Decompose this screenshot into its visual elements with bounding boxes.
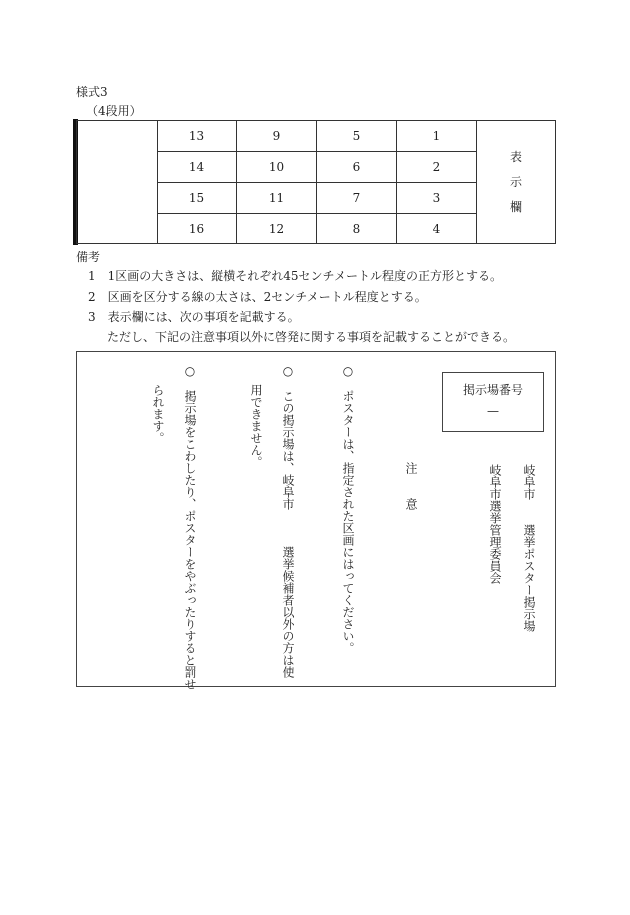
caution-heading: 注 意 bbox=[404, 462, 418, 510]
display-label-char: 欄 bbox=[509, 199, 522, 214]
note-item: 3 表示欄には、次の事項を記載する。 bbox=[88, 310, 300, 324]
notes-heading: 備考 bbox=[76, 250, 101, 264]
grid-cell: 12 bbox=[237, 214, 317, 243]
grid-cell: 15 bbox=[157, 183, 237, 214]
caution-item-3-cont: られます。 bbox=[151, 384, 165, 444]
grid-cell: 1 bbox=[397, 121, 477, 152]
grid-cell: 5 bbox=[317, 121, 397, 152]
poster-grid-table bbox=[76, 120, 556, 244]
note-item: 2 区画を区分する線の太さは、2センチメートル程度とする。 bbox=[88, 290, 427, 304]
display-label-char: 示 bbox=[509, 174, 522, 189]
note-item: ただし、下記の注意事項以外に啓発に関する事項を記載することができる。 bbox=[107, 330, 516, 344]
grid-cell: 11 bbox=[237, 183, 317, 214]
caution-item-3: ○ 掲示場をこわしたり、ポスターをやぶったりすると罰せ bbox=[183, 364, 197, 690]
grid-cell: 6 bbox=[317, 152, 397, 183]
note-item: 1 1区画の大きさは、縦横それぞれ45センチメートル程度の正方形とする。 bbox=[88, 269, 503, 283]
grid-cell: 2 bbox=[397, 152, 477, 183]
grid-cell: 16 bbox=[157, 214, 237, 243]
grid-cell: 8 bbox=[317, 214, 397, 243]
grid-cell: 7 bbox=[317, 183, 397, 214]
grid-cell: 4 bbox=[397, 214, 477, 243]
grid-cell: 9 bbox=[237, 121, 317, 152]
grid-cell: 13 bbox=[157, 121, 237, 152]
form-sub-label: （4段用） bbox=[86, 104, 142, 118]
caution-item-2: ○ この掲示場は、岐阜市 選挙候補者以外の方は使 bbox=[281, 364, 295, 678]
notice-board-sample bbox=[76, 351, 556, 690]
board-number-value: — bbox=[487, 404, 499, 418]
board-title: 岐阜市 選挙ポスター掲示場 bbox=[522, 464, 536, 632]
caution-item-1: ○ ポスターは、指定された区画にはってください。 bbox=[341, 364, 355, 654]
display-label-char: 表 bbox=[509, 149, 522, 164]
grid-cell: 3 bbox=[397, 183, 477, 214]
board-number-label: 掲示場番号 bbox=[462, 383, 523, 397]
display-column bbox=[477, 121, 555, 243]
caution-item-2-cont: 用できません。 bbox=[249, 384, 263, 468]
board-number-box bbox=[442, 372, 544, 432]
grid-cell: 10 bbox=[237, 152, 317, 183]
grid-cell: 14 bbox=[157, 152, 237, 183]
form-label: 様式3 bbox=[76, 85, 108, 99]
committee-name: 岐阜市選挙管理委員会 bbox=[488, 464, 502, 584]
